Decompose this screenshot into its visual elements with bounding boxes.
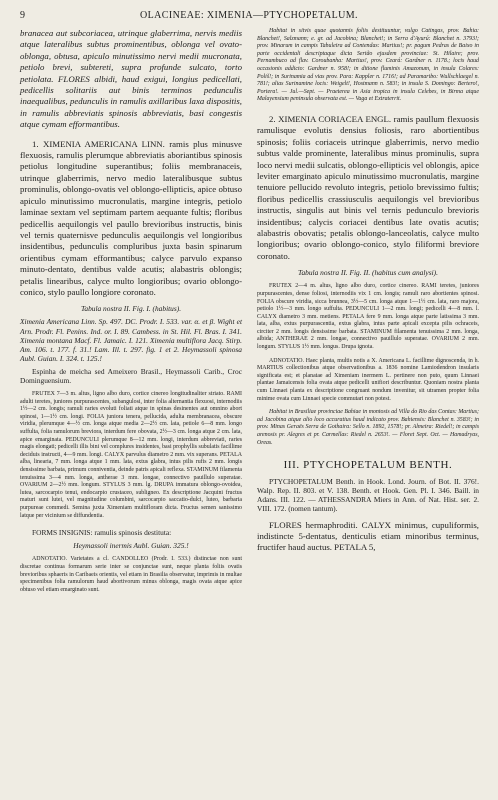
form-synonym: Heymassoli inermis Aubl. Guian. 325.! <box>73 541 189 551</box>
habitat-2: Habitat in Brasiliae provinciae Bahiae in montosis ad Villa do Rio das Contas: Martius; ad Jacobina atque alio loco accuratius haud indicato prov. Bahiensis: Blanchet n. 3583!; in prov. Minas Geraës Serra de Gothaira: Sello n. 1892, 1578!; pr. Almeira: Riedel!; in campis arenosis pr. Alegres et pr. Carmellas: Riedel n. 2653!. — Floret Sept. Oct. — Hamadryas, Oreas. <box>257 409 479 446</box>
annotation-2: ADNOTATIO. Haec planta, multis notis a X. Americana L. facillime dignoscenda, in h. MARTIUS collectionibus atque observationibus a. 1836 nomine Lamiodendron insularis significata est; et planatae ad Ximeniam inermem L. pertinere non puto, quum Linnaei plantae Jamaicensis folia ovata atque pedicelli unifiori describuntur. Quoniam nostra planta cum Linnaei planta ex descriptione congruant nondum invenitur, sit utramen propter folia minime ovata cum Linnaei specie commutari non potest. <box>257 357 479 402</box>
plate-reference-2: Tabula nostra II. Fig. II. (habitus cum analysi). <box>298 268 438 278</box>
annotation-1: ADNOTATIO. Varietates a cl. CANDOLLEO (Prodr. I. 533.) distinctae non sunt discretae continua formarum serie inter se conjunctae sunt, neque planta foliis ovatis brevioribus sphaeris in Caribaeis orientis, vel etiam in Brasilia observatur, imprimis in multae specimenibus folia ramulorum haud abortivorum minus oblonga, magis ovata atque apice obtuso vel etiam emarginato sunt. <box>20 556 242 593</box>
species-1-description: FRUTEX 7—3 m. altus, ligno albo duro, cortice cinereo longitudinaliter striato. RAMI adulti teretes, juniores purpurascentes, subangulosi, inter folia alternantia flexuosi, internodiis 1½—2 cm. longis; ramuli raries evoluti foliati atque in spinas desinentes aut omnino abort spinosi, 1—1½ cm. longi. FOLIA juniora tenera, pellucida, adulta membranacea, obscure viridia, plerumque 4—½ cm. longa atque media 2—2½ cm. lata, petiole 6—8 mm. longo suffulta, folia ramulorum breviora, interdum fere obovata, 2½—3 cm. longa atque 2 cm. lata, apice emarginata. PEDUNCULI plerumque 8—12 mm. longi, interdum abbreviati, raries magis elongati; pedicelli illis bini vel complures insidentes, basi prophyllis subulatis facillime deciduis instructi, 4—9 mm. longi. CALYX parvulus diametro 2 mm. vix superans. PETALA alba, linearia, 7 mm. longa atque 1 mm. lata, extus glabra, intus pilis rufis 2 mm. longis densissime barbata, primum conniventia, deinde patris apicali reflexa. STAMINUM filamenta tenuissima 3—4 mm. longa, antherae 3 mm. longae, connectivo pauillulo superatae. OVARIUM 2—2½ mm. longum. STYLUS 3 mm. lg. DRUPA immatura oblongo-ovoidea, lutea, sarcocarpio tenui, endocarpio crustaceo, subligneo. Ex descriptione Jacquini fructus maturi sunt lutei, vel magnitudine columbini, sarcocarpio saccatio-dulci, luteo, barbaria purpureae commedi. Semina juxta Ximeniam multifloram dicta. Fructus semen sanissimo latque per vicinium se diffundentia. <box>20 391 242 519</box>
page-number: 9 <box>20 10 25 21</box>
genus-references: PTYCHOPETALUM Benth. in Hook. Lond. Journ. of Bot. II. 376!. Walp. Rep. II. 803. et V. 138. Benth. et Hook. Gen. Pl. I. 346. Baill. in Adans. III. 122. — ATHESSANDRA Miers in Ann. of Nat. Hist. ser. 2. VIII. 172. (nomen tantum). <box>257 477 479 514</box>
habitat-1: Habitat in sitvis quae quotannis foliis destituuntur, vulgo Catingas, prov. Bahia: Blanchet!, Salzmann; e. gr. ad Jacobina; Blanchet!; in Serra d'Ayurú: Blanchet n. 3793!; prov. Minarum in campis Tabuleira ad Contendas: Martius!; pr. pagum Pedras de Baixo in parte occidentali descriptaque dicta Sertão ejusdem provinciae: St. Hilaire; prov. Pernambuco ad flav. Coroubanha: Martius!, prov. Ceará: Gardner n. 1178.; locis haud occasionis addicto: Gardner n. 958!; in ditione fluminis Amazonum, in insula Colares: Poliš!; in Surinamia ad vias prov. Para: Kappler n. 1716!; ad Paramaribo: Wullschlaegel n. 781!; alias Surinamine locis: Weigelt!, Hostmann n. 583!; in insula S. Domingo: Bertero!, Portera!. — Jul.—Sept. — Praeterea in Asia tropica in insula Celebes, in Birma atque Malayensium peninsula observata est. — Vaga et Extraterrit. <box>257 28 479 103</box>
left-column <box>20 28 242 594</box>
vernacular-names: Espinha de meicha sed Ameixero Brasil., Heymassoli Carib., Croc Dominguensium. <box>20 366 242 385</box>
genus-description: branacea aut subcoriacea, utrinque glaberrima, nervis mediis atque lateralibus subtus prominentibus, oblonga vel ovato-oblonga, obtusa, apiculo minutissimo nervi medii mucronata, petiolo brevi, subtereti, supra profunde sulcato, torto petiolata. FLORES albidi, haud exigui, longius pedicellati, pedicellis solitariis aut binis terminos pedunculis inaequalibus, pedunculis in ramulis axillaribus laxa dispositis, in ramulis abbreviatis spinosis abbreviatis, basi congestis atque cymam efformantibus. <box>20 28 242 130</box>
right-column <box>257 28 479 554</box>
form-heading: FORMS INSIGNIS: ramulis spinosis destituta: <box>32 528 172 538</box>
genus-flower-description: FLORES hermaphroditi. CALYX minimus, cupuliformis, indistincte 5-dentatus, denticulis etiam minoribus terminus, fructifer haud auctus. PETALA 5, <box>257 519 479 553</box>
running-title: OLACINEAE: XIMENIA—PTYCHOPETALUM. <box>140 10 358 21</box>
section-heading: III. PTYCHOPETALUM BENTH. <box>283 459 453 472</box>
species-2-description: FRUTEX 2—4 m. altus, ligno albo duro, cortice cinereo. RAMI teretes, juniores purpurascentes, dense foliosi, internodiis vix 1 cm. longis; ramuli raro abortientes spinosi. FOLIA obscure viridia, sicca brunnea, 3½—5 cm. longa atque 1—1½ cm. lata, raro majora, petiolo 1½—3 mm. longo suffulta. PEDUNCULI 1—2 mm. longi; pedicelli 4—8 mm. l. CALYX diametro 3 mm. metiens. PETALA fere 9 mm. longa atque parte latissima 3 mm. lata, alba, extus purpurascentia, extus glabra, intus parte apicali excepta pilis ochraceis, circiter 2 mm. longis densissime barbata. STAMINUM filamenta tenuissima 2 mm. longa, albida; ANTHERAE 2 mm. longae, connectivo pauillulo superatae. OVARIUM 2 mm. longum. STYLUS 1½ mm. longus. Drupa ignota. <box>257 283 479 351</box>
species-2-diagnosis: 2. XIMENIA CORIACEA ENGL. ramis paullum flexuosis ramulisque evolutis densius foliosis, raro abortientibus spinosis; foliis coriaceis utrinque glaberrimis, nervo medio subtus valde prominente, lateralibus minus prominulis, supra loco nervi medii sulcatis, oblongo-ellipticis vel oblongis, apice leviter emarginato apiculo minutissimo mucronulatis, margine tenuiore pellucido revoluto integris, petiolo brevissimo fultis; floribus pedicellis crassiusculis aequilongis vel brevioribus instructis, singulis aut binis vel ternis pedunculo brevioris insidentibus; calycis coriacei dentibus late ovatis acutis; alabastris obovatis; petalis oblongo-lanceolatis, calyce multo longioribus; ovario oblongo-conico, stylo filiformi breviore coronato. <box>257 113 479 261</box>
plate-reference-1: Tabula nostra II. Fig. I. (habitus). <box>80 304 182 314</box>
page-header <box>20 10 478 24</box>
synonymy: Ximenia Americana Linn. Sp. 497. DC. Prodr. I. 533. var. α. et β. Wight et Arn. Prodr. Fl. Penins. Ind. or. I. 89. Cambess. in St. Hil. Fl. Bras. I. 341. Ximenia montana Macf. Fl. Jamaic. I. 121. Ximenia multiflora Jacq. Stirp. Am. 106. t. 177. f. 31.! Lam. Ill. t. 297. fig. 1 et 2. Heymassoli spinosa Aubl. Guian. I. 324. t. 125.! <box>20 317 242 363</box>
species-1-diagnosis: 1. XIMENIA AMERICANA LINN. ramis plus minusve flexuosis, ramulis plerumque abbreviatis aboriantibus spinosis petiolus longitudine superantibus; foliis membranaceis, utrinque glaberrimis, nervo medio lateralibusque subtus prominulis, oblongo-ovatis vel oblongo-ellipticis, apice obtuso apiculo minutissimo mucronulatis, margine integris, petiolo laminae sextam vel septimam partem aequante fultis; floribus pedicellis aequilongis vel paullo brevioribus instructis, binis vel ternis quaternisve pedunculis aequilongis vel longioribus insidentibus, pedunculis compluribus juxta basin spinarum orientibus cymam efformantibus; calyce parvulo expanso minuto-dentato, dentibus valde acutis; alabastris oblongis; petalis linearibus, calyce multo longioribus; ovario oblongo-conico, stylo paullo longiore coronato. <box>20 138 242 297</box>
